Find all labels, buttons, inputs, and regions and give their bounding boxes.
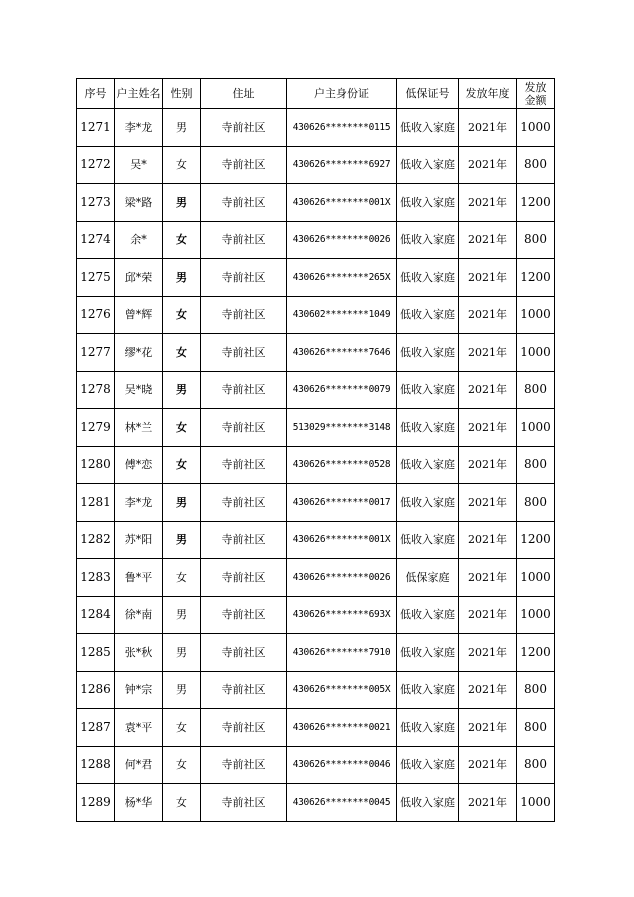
cell-year: 2021年	[459, 259, 517, 297]
header-index: 序号	[77, 79, 115, 109]
cell-index: 1273	[77, 184, 115, 222]
cell-index: 1282	[77, 521, 115, 559]
cell-name: 邱*荣	[115, 259, 163, 297]
cell-id-card: 430626********0045	[287, 784, 397, 822]
cell-cert-no: 低收入家庭	[397, 671, 459, 709]
cell-name: 鲁*平	[115, 559, 163, 597]
cell-id-card: 430626********6927	[287, 146, 397, 184]
cell-cert-no: 低收入家庭	[397, 596, 459, 634]
cell-index: 1287	[77, 709, 115, 747]
cell-year: 2021年	[459, 334, 517, 372]
cell-address: 寺前社区	[201, 521, 287, 559]
cell-index: 1276	[77, 296, 115, 334]
cell-id-card: 430602********1049	[287, 296, 397, 334]
cell-index: 1289	[77, 784, 115, 822]
cell-cert-no: 低收入家庭	[397, 746, 459, 784]
cell-year: 2021年	[459, 146, 517, 184]
cell-cert-no: 低收入家庭	[397, 521, 459, 559]
cell-index: 1278	[77, 371, 115, 409]
cell-amount: 800	[517, 371, 555, 409]
header-address: 住址	[201, 79, 287, 109]
cell-index: 1284	[77, 596, 115, 634]
cell-amount: 800	[517, 221, 555, 259]
cell-index: 1275	[77, 259, 115, 297]
cell-id-card: 430626********7646	[287, 334, 397, 372]
cell-id-card: 430626********001X	[287, 184, 397, 222]
cell-sex: 女	[163, 709, 201, 747]
relief-table	[76, 78, 555, 822]
cell-amount: 1000	[517, 296, 555, 334]
cell-amount: 1000	[517, 596, 555, 634]
cell-cert-no: 低收入家庭	[397, 709, 459, 747]
cell-year: 2021年	[459, 446, 517, 484]
cell-year: 2021年	[459, 634, 517, 672]
cell-name: 曾*辉	[115, 296, 163, 334]
cell-address: 寺前社区	[201, 484, 287, 522]
cell-index: 1281	[77, 484, 115, 522]
header-year: 发放年度	[459, 79, 517, 109]
cell-id-card: 430626********0026	[287, 221, 397, 259]
cell-name: 何*君	[115, 746, 163, 784]
cell-amount: 1000	[517, 109, 555, 147]
cell-year: 2021年	[459, 784, 517, 822]
cell-name: 李*龙	[115, 484, 163, 522]
cell-index: 1279	[77, 409, 115, 447]
cell-amount: 800	[517, 746, 555, 784]
cell-address: 寺前社区	[201, 634, 287, 672]
cell-year: 2021年	[459, 109, 517, 147]
cell-id-card: 430626********0026	[287, 559, 397, 597]
cell-year: 2021年	[459, 671, 517, 709]
cell-name: 梁*路	[115, 184, 163, 222]
header-name: 户主姓名	[115, 79, 163, 109]
cell-address: 寺前社区	[201, 109, 287, 147]
table-row	[77, 259, 555, 297]
cell-sex: 男	[163, 634, 201, 672]
cell-address: 寺前社区	[201, 371, 287, 409]
table-row	[77, 184, 555, 222]
cell-name: 吴*晓	[115, 371, 163, 409]
cell-name: 苏*阳	[115, 521, 163, 559]
cell-name: 袁*平	[115, 709, 163, 747]
header-cert-no: 低保证号	[397, 79, 459, 109]
cell-cert-no: 低收入家庭	[397, 296, 459, 334]
cell-amount: 1000	[517, 559, 555, 597]
cell-name: 余*	[115, 221, 163, 259]
cell-amount: 800	[517, 709, 555, 747]
table-row	[77, 671, 555, 709]
cell-cert-no: 低收入家庭	[397, 221, 459, 259]
cell-id-card: 513029********3148	[287, 409, 397, 447]
cell-name: 杨*华	[115, 784, 163, 822]
cell-amount: 1200	[517, 184, 555, 222]
cell-cert-no: 低收入家庭	[397, 634, 459, 672]
cell-sex: 男	[163, 484, 201, 522]
table-row	[77, 521, 555, 559]
relief-table-sheet	[76, 78, 555, 822]
cell-sex: 女	[163, 409, 201, 447]
cell-amount: 1000	[517, 784, 555, 822]
cell-index: 1286	[77, 671, 115, 709]
cell-cert-no: 低收入家庭	[397, 446, 459, 484]
cell-address: 寺前社区	[201, 146, 287, 184]
table-row	[77, 484, 555, 522]
cell-year: 2021年	[459, 184, 517, 222]
cell-address: 寺前社区	[201, 184, 287, 222]
cell-sex: 女	[163, 334, 201, 372]
table-row	[77, 334, 555, 372]
cell-id-card: 430626********0115	[287, 109, 397, 147]
cell-year: 2021年	[459, 484, 517, 522]
cell-year: 2021年	[459, 521, 517, 559]
cell-sex: 女	[163, 559, 201, 597]
cell-cert-no: 低收入家庭	[397, 259, 459, 297]
cell-index: 1288	[77, 746, 115, 784]
cell-id-card: 430626********001X	[287, 521, 397, 559]
cell-amount: 1200	[517, 521, 555, 559]
cell-id-card: 430626********693X	[287, 596, 397, 634]
cell-address: 寺前社区	[201, 784, 287, 822]
cell-sex: 女	[163, 746, 201, 784]
cell-sex: 男	[163, 371, 201, 409]
header-id-card: 户主身份证	[287, 79, 397, 109]
cell-index: 1285	[77, 634, 115, 672]
cell-cert-no: 低收入家庭	[397, 334, 459, 372]
header-sex: 性别	[163, 79, 201, 109]
cell-sex: 男	[163, 671, 201, 709]
cell-index: 1283	[77, 559, 115, 597]
table-row	[77, 146, 555, 184]
table-row	[77, 109, 555, 147]
cell-name: 吴*	[115, 146, 163, 184]
cell-name: 缪*花	[115, 334, 163, 372]
cell-id-card: 430626********7910	[287, 634, 397, 672]
header-amount: 发放金额	[517, 79, 555, 109]
cell-id-card: 430626********0079	[287, 371, 397, 409]
cell-address: 寺前社区	[201, 746, 287, 784]
cell-index: 1280	[77, 446, 115, 484]
table-row	[77, 634, 555, 672]
cell-year: 2021年	[459, 596, 517, 634]
cell-id-card: 430626********0046	[287, 746, 397, 784]
cell-year: 2021年	[459, 746, 517, 784]
cell-cert-no: 低收入家庭	[397, 409, 459, 447]
cell-id-card: 430626********005X	[287, 671, 397, 709]
table-row	[77, 746, 555, 784]
cell-index: 1271	[77, 109, 115, 147]
table-row	[77, 596, 555, 634]
cell-id-card: 430626********0528	[287, 446, 397, 484]
cell-cert-no: 低收入家庭	[397, 371, 459, 409]
table-row	[77, 221, 555, 259]
cell-address: 寺前社区	[201, 671, 287, 709]
cell-amount: 800	[517, 484, 555, 522]
cell-sex: 男	[163, 521, 201, 559]
cell-index: 1277	[77, 334, 115, 372]
cell-sex: 男	[163, 596, 201, 634]
cell-amount: 1200	[517, 634, 555, 672]
cell-amount: 1200	[517, 259, 555, 297]
cell-address: 寺前社区	[201, 446, 287, 484]
cell-year: 2021年	[459, 409, 517, 447]
cell-id-card: 430626********0017	[287, 484, 397, 522]
cell-cert-no: 低收入家庭	[397, 146, 459, 184]
cell-address: 寺前社区	[201, 409, 287, 447]
table-row	[77, 446, 555, 484]
cell-address: 寺前社区	[201, 709, 287, 747]
cell-address: 寺前社区	[201, 559, 287, 597]
cell-name: 徐*南	[115, 596, 163, 634]
cell-address: 寺前社区	[201, 334, 287, 372]
table-body	[77, 109, 555, 822]
table-row	[77, 296, 555, 334]
cell-name: 傅*恋	[115, 446, 163, 484]
cell-id-card: 430626********265X	[287, 259, 397, 297]
cell-id-card: 430626********0021	[287, 709, 397, 747]
table-row	[77, 371, 555, 409]
cell-sex: 男	[163, 184, 201, 222]
table-row	[77, 409, 555, 447]
table-row	[77, 709, 555, 747]
cell-name: 张*秋	[115, 634, 163, 672]
cell-sex: 女	[163, 221, 201, 259]
cell-year: 2021年	[459, 221, 517, 259]
cell-name: 李*龙	[115, 109, 163, 147]
cell-cert-no: 低收入家庭	[397, 184, 459, 222]
cell-index: 1272	[77, 146, 115, 184]
cell-year: 2021年	[459, 559, 517, 597]
cell-name: 钟*宗	[115, 671, 163, 709]
cell-address: 寺前社区	[201, 596, 287, 634]
cell-address: 寺前社区	[201, 259, 287, 297]
cell-name: 林*兰	[115, 409, 163, 447]
table-row	[77, 784, 555, 822]
cell-sex: 女	[163, 446, 201, 484]
cell-amount: 800	[517, 671, 555, 709]
table-row	[77, 559, 555, 597]
cell-year: 2021年	[459, 709, 517, 747]
cell-amount: 1000	[517, 334, 555, 372]
cell-sex: 男	[163, 259, 201, 297]
cell-amount: 1000	[517, 409, 555, 447]
header-row	[77, 79, 555, 109]
cell-year: 2021年	[459, 371, 517, 409]
cell-address: 寺前社区	[201, 296, 287, 334]
cell-year: 2021年	[459, 296, 517, 334]
cell-sex: 女	[163, 296, 201, 334]
cell-sex: 女	[163, 146, 201, 184]
cell-cert-no: 低收入家庭	[397, 784, 459, 822]
cell-amount: 800	[517, 146, 555, 184]
cell-cert-no: 低收入家庭	[397, 484, 459, 522]
cell-sex: 女	[163, 784, 201, 822]
cell-index: 1274	[77, 221, 115, 259]
cell-cert-no: 低收入家庭	[397, 109, 459, 147]
cell-address: 寺前社区	[201, 221, 287, 259]
cell-sex: 男	[163, 109, 201, 147]
cell-amount: 800	[517, 446, 555, 484]
cell-cert-no: 低保家庭	[397, 559, 459, 597]
